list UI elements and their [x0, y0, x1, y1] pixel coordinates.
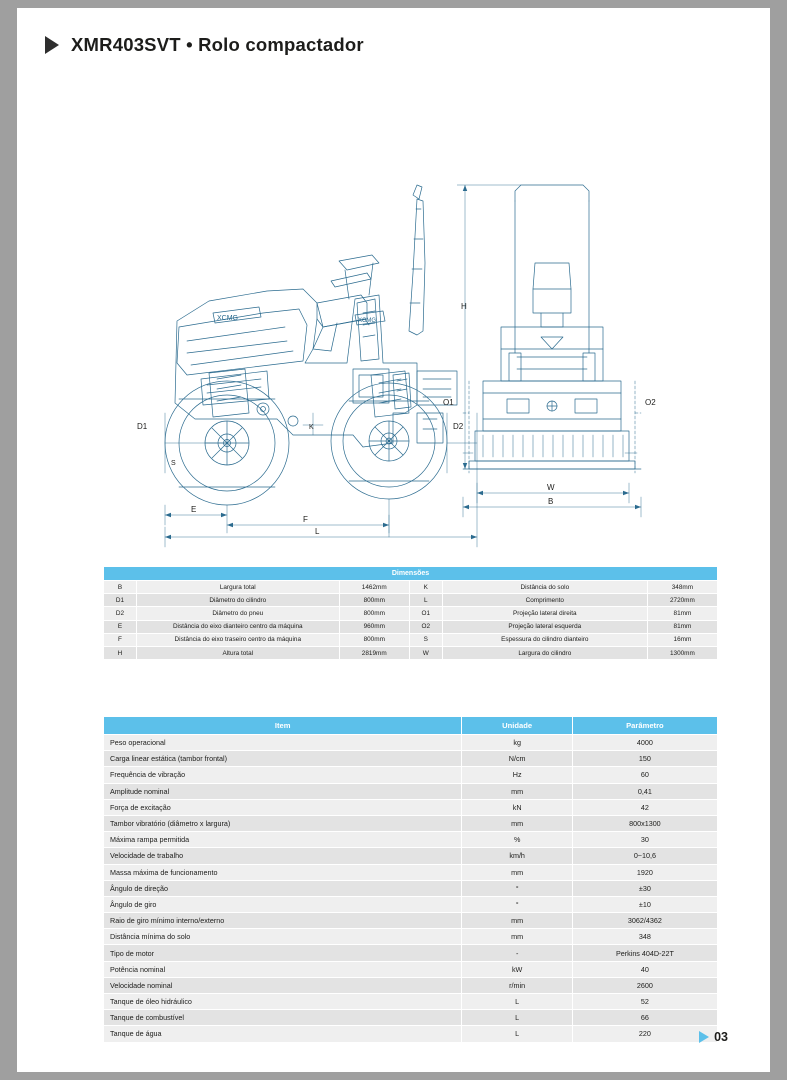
- spec-unit: -: [462, 945, 572, 961]
- table-row: [104, 1026, 718, 1042]
- dim-label-D1: D1: [137, 422, 148, 431]
- dim-value: 960mm: [339, 620, 409, 633]
- dimensions-caption: Dimensões: [104, 567, 718, 581]
- spec-item: Força de excitação: [104, 799, 462, 815]
- dim-key: B: [104, 581, 137, 594]
- spec-unit: °: [462, 896, 572, 912]
- spec-value: Perkins 404D-22T: [572, 945, 717, 961]
- page-title: XMR403SVT • Rolo compactador: [71, 34, 364, 55]
- table-row: [104, 848, 718, 864]
- spec-value: 30: [572, 832, 717, 848]
- dim-value: 81mm: [647, 607, 717, 620]
- dim-value: 800mm: [339, 633, 409, 646]
- table-row: [104, 864, 718, 880]
- dim-value: 16mm: [647, 633, 717, 646]
- dim-label-D2: D2: [453, 422, 464, 431]
- table-row: [104, 620, 718, 633]
- dim-name: Espessura do cilindro dianteiro: [442, 633, 647, 646]
- specifications-table: [103, 716, 718, 1043]
- dim-key: K: [409, 581, 442, 594]
- spec-value: 3062/4362: [572, 913, 717, 929]
- spec-value: 40: [572, 961, 717, 977]
- spec-value: 0~10,6: [572, 848, 717, 864]
- spec-unit: mm: [462, 929, 572, 945]
- dim-label-F: F: [303, 515, 308, 524]
- spec-value: 0,41: [572, 783, 717, 799]
- page-footer: [699, 1030, 728, 1044]
- spec-item: Tanque de óleo hidráulico: [104, 994, 462, 1010]
- table-row: [104, 896, 718, 912]
- spec-unit: kW: [462, 961, 572, 977]
- spec-item: Tipo de motor: [104, 945, 462, 961]
- dim-key: D2: [104, 607, 137, 620]
- spec-unit: L: [462, 1026, 572, 1042]
- table-row: [104, 880, 718, 896]
- table-row: [104, 961, 718, 977]
- dim-value: 81mm: [647, 620, 717, 633]
- spec-value: 220: [572, 1026, 717, 1042]
- technical-drawing: [117, 113, 697, 536]
- dimensions-body: [104, 581, 718, 660]
- spec-unit: N/cm: [462, 751, 572, 767]
- table-row: [104, 735, 718, 751]
- triangle-right-icon: [45, 36, 59, 54]
- spec-item: Máxima rampa permitida: [104, 832, 462, 848]
- dim-value: 800mm: [339, 607, 409, 620]
- dim-label-O2: O2: [645, 398, 656, 407]
- spec-header-unit: Unidade: [462, 717, 572, 735]
- dim-name: Altura total: [136, 646, 339, 659]
- spec-unit: L: [462, 994, 572, 1010]
- svg-text:XCMG: XCMG: [358, 318, 376, 324]
- dim-key: H: [104, 646, 137, 659]
- dim-name: Projeção lateral esquerda: [442, 620, 647, 633]
- spec-item: Velocidade de trabalho: [104, 848, 462, 864]
- table-row: [104, 783, 718, 799]
- spec-item: Massa máxima de funcionamento: [104, 864, 462, 880]
- dim-value: 800mm: [339, 594, 409, 607]
- spec-unit: L: [462, 1010, 572, 1026]
- dim-key: O2: [409, 620, 442, 633]
- dim-name: Distância do solo: [442, 581, 647, 594]
- table-row: [104, 799, 718, 815]
- page-sheet: [17, 8, 770, 1072]
- dim-value: 2720mm: [647, 594, 717, 607]
- spec-unit: °: [462, 880, 572, 896]
- dimensions-table: [103, 566, 718, 660]
- spec-value: 1920: [572, 864, 717, 880]
- spec-unit: Hz: [462, 767, 572, 783]
- table-row: [104, 929, 718, 945]
- page-number: 03: [714, 1030, 728, 1044]
- table-row: [104, 815, 718, 831]
- spec-value: 800x1300: [572, 815, 717, 831]
- spec-value: 2600: [572, 977, 717, 993]
- dim-name: Projeção lateral direita: [442, 607, 647, 620]
- dim-label-O1: O1: [443, 398, 454, 407]
- spec-item: Carga linear estática (tambor frontal): [104, 751, 462, 767]
- table-row: [104, 594, 718, 607]
- spec-value: 348: [572, 929, 717, 945]
- svg-text:XCMG: XCMG: [217, 315, 238, 322]
- dim-value: 2819mm: [339, 646, 409, 659]
- dim-label-H: H: [461, 302, 467, 311]
- spec-unit: kg: [462, 735, 572, 751]
- dim-key: L: [409, 594, 442, 607]
- dim-label-L: L: [315, 527, 320, 536]
- table-row: [104, 994, 718, 1010]
- spec-unit: km/h: [462, 848, 572, 864]
- table-row: [104, 581, 718, 594]
- spec-unit: kN: [462, 799, 572, 815]
- spec-header-parameter: Parâmetro: [572, 717, 717, 735]
- dim-key: D1: [104, 594, 137, 607]
- spec-unit: mm: [462, 913, 572, 929]
- spec-unit: r/min: [462, 977, 572, 993]
- table-row: [104, 633, 718, 646]
- spec-item: Potência nominal: [104, 961, 462, 977]
- dim-name: Comprimento: [442, 594, 647, 607]
- dim-label-S: S: [171, 460, 176, 467]
- page-header: [45, 34, 364, 56]
- table-row: [104, 767, 718, 783]
- spec-item: Tanque de combustível: [104, 1010, 462, 1026]
- triangle-right-icon: [699, 1031, 709, 1043]
- table-row: [104, 945, 718, 961]
- spec-header-item: Item: [104, 717, 462, 735]
- dim-value: 1462mm: [339, 581, 409, 594]
- spec-item: Frequência de vibração: [104, 767, 462, 783]
- dim-key: E: [104, 620, 137, 633]
- dim-label-K: K: [309, 424, 314, 431]
- dim-name: Distância do eixo traseiro centro da máquina: [136, 633, 339, 646]
- table-row: [104, 646, 718, 659]
- spec-item: Amplitude nominal: [104, 783, 462, 799]
- dim-label-W: W: [547, 483, 555, 492]
- spec-item: Raio de giro mínimo interno/externo: [104, 913, 462, 929]
- dim-value: 348mm: [647, 581, 717, 594]
- spec-value: ±30: [572, 880, 717, 896]
- spec-body: [104, 735, 718, 1043]
- dim-name: Diâmetro do pneu: [136, 607, 339, 620]
- table-row: [104, 751, 718, 767]
- dim-key: W: [409, 646, 442, 659]
- spec-value: 4000: [572, 735, 717, 751]
- table-row: [104, 913, 718, 929]
- spec-item: Velocidade nominal: [104, 977, 462, 993]
- dim-label-B: B: [548, 497, 554, 506]
- table-row: [104, 832, 718, 848]
- spec-unit: mm: [462, 864, 572, 880]
- spec-value: 60: [572, 767, 717, 783]
- table-row: [104, 1010, 718, 1026]
- spec-item: Tanque de água: [104, 1026, 462, 1042]
- table-row: [104, 977, 718, 993]
- spec-unit: mm: [462, 783, 572, 799]
- spec-item: Peso operacional: [104, 735, 462, 751]
- spec-unit: %: [462, 832, 572, 848]
- dim-label-E: E: [191, 505, 197, 514]
- dim-name: Distância do eixo dianteiro centro da máquina: [136, 620, 339, 633]
- spec-value: 52: [572, 994, 717, 1010]
- dim-key: S: [409, 633, 442, 646]
- spec-value: 150: [572, 751, 717, 767]
- dim-value: 1300mm: [647, 646, 717, 659]
- spec-item: Tambor vibratório (diâmetro x largura): [104, 815, 462, 831]
- table-row: [104, 607, 718, 620]
- spec-value: 42: [572, 799, 717, 815]
- dim-name: Largura total: [136, 581, 339, 594]
- dim-name: Largura do cilindro: [442, 646, 647, 659]
- spec-value: ±10: [572, 896, 717, 912]
- spec-item: Ângulo de direção: [104, 880, 462, 896]
- spec-item: Distância mínima do solo: [104, 929, 462, 945]
- spec-item: Ângulo de giro: [104, 896, 462, 912]
- spec-unit: mm: [462, 815, 572, 831]
- spec-value: 66: [572, 1010, 717, 1026]
- spec-header-row: [104, 717, 718, 735]
- dim-name: Diâmetro do cilindro: [136, 594, 339, 607]
- dim-key: O1: [409, 607, 442, 620]
- dim-key: F: [104, 633, 137, 646]
